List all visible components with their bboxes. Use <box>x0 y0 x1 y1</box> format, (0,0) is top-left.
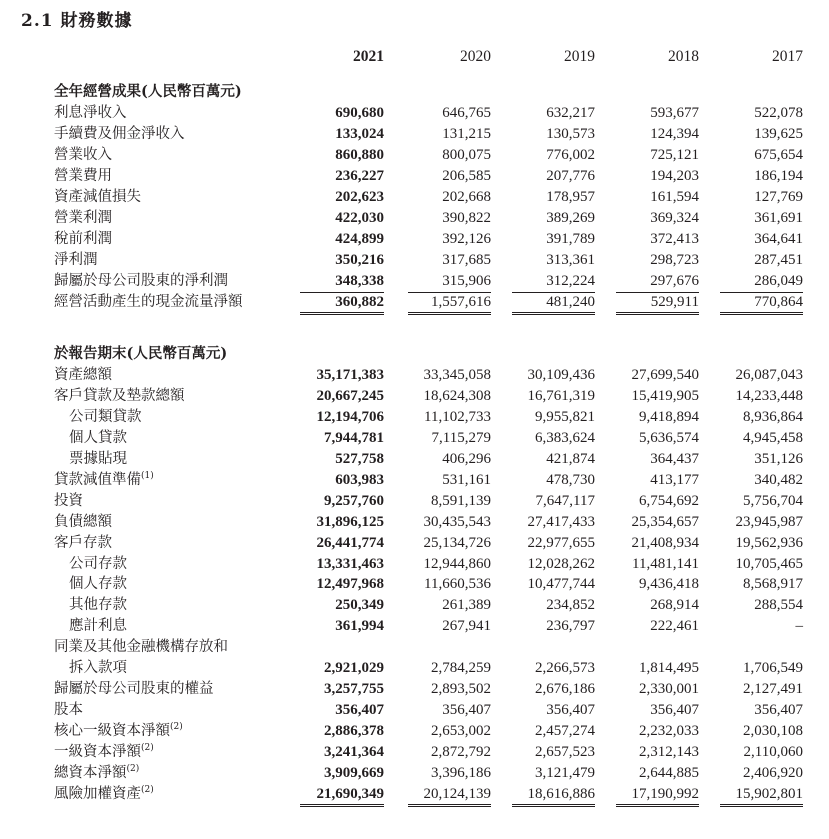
value-cell-2018: 11,481,141 <box>632 555 699 572</box>
row-label-text: 個人貸款 <box>69 429 127 446</box>
value-cell-2017: 2,406,920 <box>743 765 803 781</box>
footnote-marker: (2) <box>141 784 154 795</box>
row-label <box>54 469 154 491</box>
row-label <box>54 270 228 292</box>
row-label <box>54 123 185 145</box>
value-cell-2019: 776,002 <box>546 146 595 163</box>
value-cell-2018: 725,121 <box>650 146 699 163</box>
value-cell-2021: 31,896,125 <box>316 513 384 530</box>
value-cell-2018: 6,754,692 <box>639 492 699 509</box>
value-cell-2021: 9,257,760 <box>324 492 384 509</box>
value-cell-2019: 30,109,436 <box>527 366 595 383</box>
value-cell-2017: 286,049 <box>720 270 803 293</box>
value-cell-2021: 12,497,968 <box>316 576 384 593</box>
row-label-text: 個人存款 <box>69 576 127 593</box>
row-label-text: 手續費及佣金淨收入 <box>54 125 185 142</box>
table-row <box>0 427 829 449</box>
value-cell-2019: 130,573 <box>546 125 595 142</box>
row-label <box>54 490 83 512</box>
value-cell-2021: 20,667,245 <box>316 387 384 404</box>
value-cell-2020: 267,941 <box>442 618 491 635</box>
value-cell-2017: 127,769 <box>754 188 803 205</box>
row-label <box>54 81 242 103</box>
value-cell-2019: 9,955,821 <box>535 408 595 425</box>
row-label <box>69 657 127 679</box>
value-cell-2017: 5,756,704 <box>743 492 803 509</box>
value-cell-2020: 33,345,058 <box>423 366 491 383</box>
value-cell-2018: 25,354,657 <box>631 513 699 530</box>
value-cell-2018: 297,676 <box>616 270 699 293</box>
value-cell-2020: 2,872,792 <box>431 744 491 761</box>
row-label <box>54 720 183 742</box>
row-label <box>54 291 243 313</box>
row-label-text: 一級資本淨額 <box>54 744 141 761</box>
row-label <box>54 762 139 784</box>
row-label-text: 股本 <box>54 702 83 719</box>
value-cell-2021: 2,921,029 <box>324 660 384 677</box>
value-cell-2017: 770,864 <box>720 291 803 315</box>
table-row <box>0 291 829 313</box>
row-label <box>54 678 214 700</box>
row-label <box>54 228 112 250</box>
value-cell-2018: 372,413 <box>650 230 699 247</box>
row-label <box>54 783 154 805</box>
value-cell-2021: 250,349 <box>335 597 384 614</box>
value-cell-2021: 202,623 <box>335 188 384 205</box>
row-label-text: 稅前利潤 <box>54 230 112 247</box>
table-row <box>0 102 829 124</box>
value-cell-2019: 2,676,186 <box>535 681 595 698</box>
row-label <box>54 186 141 208</box>
value-cell-2020: 3,396,186 <box>431 765 491 781</box>
value-cell-2020: 30,435,543 <box>423 513 491 530</box>
table-row <box>0 228 829 250</box>
value-cell-2017: 675,654 <box>754 146 803 163</box>
value-cell-2018: 2,644,885 <box>639 765 699 781</box>
value-cell-2020: 317,685 <box>442 251 491 268</box>
value-cell-2020: 356,407 <box>442 702 491 719</box>
value-cell-2019: 356,407 <box>546 702 595 719</box>
table-row <box>0 594 829 616</box>
year-header-2017: 2017 <box>772 48 803 65</box>
value-cell-2019: 6,383,624 <box>535 429 595 446</box>
value-cell-2020: 261,389 <box>442 597 491 614</box>
table-row <box>0 615 829 637</box>
table-row <box>0 783 829 805</box>
value-cell-2019: 2,266,573 <box>535 660 595 677</box>
row-label-text: 公司存款 <box>69 555 127 572</box>
table-row <box>0 385 829 407</box>
row-label <box>54 532 112 554</box>
row-label-text: 負債總額 <box>54 513 112 530</box>
value-cell-2021: 133,024 <box>335 125 384 142</box>
value-cell-2017: 15,902,801 <box>720 783 803 807</box>
value-cell-2019: 2,657,523 <box>535 744 595 761</box>
row-label-text: 拆入款項 <box>69 660 127 677</box>
value-cell-2021: 350,216 <box>335 251 384 268</box>
value-cell-2018: 222,461 <box>650 618 699 635</box>
table-row <box>0 249 829 271</box>
value-cell-2021: 348,338 <box>300 270 384 293</box>
footnote-marker: (2) <box>141 743 154 754</box>
table-row <box>0 207 829 229</box>
value-cell-2019: 178,957 <box>546 188 595 205</box>
row-label <box>54 249 98 271</box>
value-cell-2017: 364,641 <box>754 230 803 247</box>
value-cell-2021: 3,909,669 <box>324 765 384 781</box>
value-cell-2018: 17,190,992 <box>616 783 699 807</box>
value-cell-2017: 26,087,043 <box>735 366 803 383</box>
value-cell-2020: 406,296 <box>442 450 491 467</box>
value-cell-2018: 5,636,574 <box>639 429 699 446</box>
value-cell-2021: 3,241,364 <box>324 744 384 761</box>
row-label-text: 公司類貸款 <box>69 408 142 425</box>
row-label <box>54 511 112 533</box>
value-cell-2019: 22,977,655 <box>527 534 595 551</box>
value-cell-2020: 202,668 <box>442 188 491 205</box>
value-cell-2020: 131,215 <box>442 125 491 142</box>
value-cell-2020: 392,126 <box>442 230 491 247</box>
row-label-text: 營業收入 <box>54 146 112 163</box>
value-cell-2018: 124,394 <box>650 125 699 142</box>
value-cell-2020: 206,585 <box>442 167 491 184</box>
value-cell-2019 <box>512 636 595 658</box>
row-label-text: 資產減值損失 <box>54 188 141 205</box>
value-cell-2017: 19,562,936 <box>735 534 803 551</box>
row-label <box>54 343 227 365</box>
row-label <box>54 364 112 386</box>
value-cell-2019: 632,217 <box>546 104 595 121</box>
value-cell-2019: 234,852 <box>546 597 595 614</box>
value-cell-2017: 2,030,108 <box>743 723 803 740</box>
table-row <box>0 490 829 512</box>
table-row <box>0 762 829 784</box>
value-cell-2021 <box>300 636 384 658</box>
value-cell-2019: 3,121,479 <box>535 765 595 781</box>
value-cell-2017: 8,568,917 <box>743 576 803 593</box>
value-cell-2018: 27,699,540 <box>631 366 699 383</box>
row-label-text: 利息淨收入 <box>54 104 127 121</box>
row-label <box>69 594 127 616</box>
value-cell-2021: 3,257,755 <box>324 681 384 698</box>
row-label <box>54 144 112 166</box>
value-cell-2019: 312,224 <box>512 270 595 293</box>
row-label-text: 核心一級資本淨額 <box>54 723 170 740</box>
value-cell-2017: 1,706,549 <box>743 660 803 677</box>
value-cell-2018: 369,324 <box>650 209 699 226</box>
value-cell-2018: 9,436,418 <box>639 576 699 593</box>
row-label-text: 資產總額 <box>54 366 112 383</box>
row-label <box>69 615 127 637</box>
row-label-text: 客戶存款 <box>54 534 112 551</box>
footnote-marker: (2) <box>170 722 183 733</box>
table-row <box>0 553 829 575</box>
value-cell-2018: 161,594 <box>650 188 699 205</box>
table-row <box>0 699 829 721</box>
value-cell-2017: 8,936,864 <box>743 408 803 425</box>
value-cell-2019: 421,874 <box>546 450 595 467</box>
value-cell-2021: 361,994 <box>335 618 384 635</box>
group-heading-annual-results <box>0 81 829 103</box>
footnote-marker: (2) <box>126 764 140 774</box>
table-row <box>0 448 829 470</box>
row-label-text: 總資本淨額 <box>54 765 127 781</box>
value-cell-2017: 522,078 <box>754 104 803 121</box>
value-cell-2018: 1,814,495 <box>639 660 699 677</box>
value-cell-2020: 800,075 <box>442 146 491 163</box>
value-cell-2019: 7,647,117 <box>535 492 595 509</box>
row-label-text: 風險加權資產 <box>54 785 141 802</box>
value-cell-2021: 527,758 <box>335 450 384 467</box>
value-cell-2018: 413,177 <box>650 471 699 488</box>
value-cell-2020: 18,624,308 <box>423 387 491 404</box>
table-row <box>0 469 829 491</box>
value-cell-2018: 364,437 <box>650 450 699 467</box>
table-row <box>0 720 829 742</box>
row-label <box>54 636 228 658</box>
value-cell-2021: 860,880 <box>335 146 384 163</box>
table-row <box>0 364 829 386</box>
value-cell-2020 <box>408 636 491 658</box>
year-header-2018: 2018 <box>668 48 699 65</box>
value-cell-2017: 356,407 <box>754 702 803 719</box>
value-cell-2018: 2,232,033 <box>639 723 699 740</box>
table-row <box>0 165 829 187</box>
value-cell-2019: 391,789 <box>546 230 595 247</box>
value-cell-2020: 11,660,536 <box>424 576 491 593</box>
value-cell-2017: 361,691 <box>754 209 803 226</box>
table-row <box>0 678 829 700</box>
year-header-2020: 2020 <box>460 48 491 65</box>
value-cell-2020: 2,653,002 <box>431 723 491 740</box>
table-row <box>0 573 829 595</box>
value-cell-2021: 422,030 <box>335 209 384 226</box>
value-cell-2019: 389,269 <box>546 209 595 226</box>
row-label-text: 全年經營成果(人民幣百萬元) <box>54 83 242 100</box>
value-cell-2021: 13,331,463 <box>316 555 384 572</box>
section-title: 2.1 財務數據 <box>21 11 133 31</box>
value-cell-2018: 9,418,894 <box>639 408 699 425</box>
value-cell-2019: 481,240 <box>512 291 595 315</box>
row-label-text: 營業利潤 <box>54 209 112 226</box>
table-row <box>0 270 829 292</box>
row-label-text: 歸屬於母公司股東的權益 <box>54 681 214 698</box>
value-cell-2020: 531,161 <box>442 471 491 488</box>
row-label <box>54 741 154 763</box>
value-cell-2017: 10,705,465 <box>735 555 803 572</box>
value-cell-2017: 287,451 <box>754 251 803 268</box>
value-cell-2021: 603,983 <box>335 471 384 488</box>
value-cell-2018: 593,677 <box>650 104 699 121</box>
table-row <box>0 741 829 763</box>
row-label <box>69 406 142 428</box>
value-cell-2019: 236,797 <box>546 618 595 635</box>
value-cell-2018: 21,408,934 <box>631 534 699 551</box>
value-cell-2018: 298,723 <box>650 251 699 268</box>
row-label-text: 投資 <box>54 492 83 509</box>
value-cell-2021: 2,886,378 <box>324 723 384 740</box>
table-row <box>0 532 829 554</box>
row-label-text: 貸款減值準備 <box>54 471 141 488</box>
value-cell-2021: 424,899 <box>335 230 384 247</box>
row-label-text: 於報告期末(人民幣百萬元) <box>54 345 228 362</box>
value-cell-2021: 7,944,781 <box>324 429 384 446</box>
row-label-text: 經營活動產生的現金流量淨額 <box>54 293 243 310</box>
year-header-2021: 2021 <box>353 48 384 65</box>
year-header-2019: 2019 <box>564 48 595 65</box>
value-cell-2020: 2,893,502 <box>431 681 491 698</box>
row-label <box>69 573 127 595</box>
row-label <box>69 427 127 449</box>
value-cell-2019: 313,361 <box>546 251 595 268</box>
value-cell-2018 <box>616 636 699 658</box>
value-cell-2017 <box>720 636 803 658</box>
row-label-text: 客戶貸款及墊款總額 <box>54 387 185 404</box>
value-cell-2018: 356,407 <box>650 702 699 719</box>
value-cell-2017: 288,554 <box>754 597 803 614</box>
value-cell-2020: 390,822 <box>442 209 491 226</box>
value-cell-2018: 2,330,001 <box>639 681 699 698</box>
value-cell-2020: 25,134,726 <box>423 534 491 551</box>
value-cell-2017: 351,126 <box>754 450 803 467</box>
value-cell-2017: 14,233,448 <box>735 387 803 404</box>
value-cell-2020: 20,124,139 <box>408 783 491 807</box>
value-cell-2020: 1,557,616 <box>408 291 491 315</box>
group-heading-period-end <box>0 343 829 365</box>
value-cell-2018: 15,419,905 <box>631 387 699 404</box>
row-label <box>54 207 112 229</box>
value-cell-2017: 4,945,458 <box>743 429 803 446</box>
footnote-marker: (1) <box>141 470 154 481</box>
value-cell-2019: 18,616,886 <box>512 783 595 807</box>
row-label-text: 其他存款 <box>69 597 127 614</box>
row-label-text: 歸屬於母公司股東的淨利潤 <box>54 272 228 289</box>
value-cell-2019: 2,457,274 <box>535 723 595 740</box>
value-cell-2019: 16,761,319 <box>527 387 595 404</box>
value-cell-2017: 340,482 <box>754 471 803 488</box>
table-row <box>0 406 829 428</box>
row-label <box>54 102 127 124</box>
value-cell-2021: 26,441,774 <box>316 534 384 551</box>
row-label <box>54 699 83 721</box>
table-row <box>0 123 829 145</box>
row-label <box>69 448 127 470</box>
value-cell-2021: 21,690,349 <box>300 783 384 807</box>
value-cell-2021: 360,882 <box>300 291 384 315</box>
value-cell-2017: 23,945,987 <box>735 513 803 530</box>
value-cell-2021: 12,194,706 <box>316 408 384 425</box>
value-cell-2020: 11,102,733 <box>424 408 491 425</box>
value-cell-2020: 7,115,279 <box>431 429 491 446</box>
row-label-text: 應計利息 <box>69 618 127 635</box>
value-cell-2017: – <box>795 618 803 635</box>
row-label-text: 同業及其他金融機構存放和 <box>54 639 228 656</box>
value-cell-2018: 2,312,143 <box>639 744 699 761</box>
value-cell-2019: 478,730 <box>546 471 595 488</box>
value-cell-2018: 268,914 <box>650 597 699 614</box>
value-cell-2017: 186,194 <box>754 167 803 184</box>
table-row <box>0 511 829 533</box>
value-cell-2020: 315,906 <box>408 270 491 293</box>
row-label <box>54 165 112 187</box>
value-cell-2021: 236,227 <box>335 167 384 184</box>
table-row <box>0 144 829 166</box>
row-label-text: 淨利潤 <box>54 251 98 268</box>
value-cell-2020: 12,944,860 <box>423 555 491 572</box>
value-cell-2019: 207,776 <box>546 167 595 184</box>
table-row <box>0 186 829 208</box>
value-cell-2019: 10,477,744 <box>527 576 595 593</box>
value-cell-2019: 27,417,433 <box>527 513 595 530</box>
value-cell-2020: 2,784,259 <box>431 660 491 677</box>
value-cell-2017: 139,625 <box>754 125 803 142</box>
value-cell-2020: 8,591,139 <box>431 492 491 509</box>
value-cell-2017: 2,110,060 <box>743 744 803 761</box>
value-cell-2020: 646,765 <box>442 104 491 121</box>
table-row <box>0 636 829 658</box>
row-label <box>69 553 127 575</box>
row-label-text: 營業費用 <box>54 167 112 184</box>
value-cell-2021: 356,407 <box>335 702 384 719</box>
value-cell-2019: 12,028,262 <box>527 555 595 572</box>
row-label <box>54 385 185 407</box>
value-cell-2021: 35,171,383 <box>316 366 384 383</box>
value-cell-2021: 690,680 <box>335 104 384 121</box>
value-cell-2017: 2,127,491 <box>743 681 803 698</box>
table-row <box>0 657 829 679</box>
row-label-text: 票據貼現 <box>69 450 127 467</box>
value-cell-2018: 194,203 <box>650 167 699 184</box>
value-cell-2018: 529,911 <box>616 291 699 315</box>
